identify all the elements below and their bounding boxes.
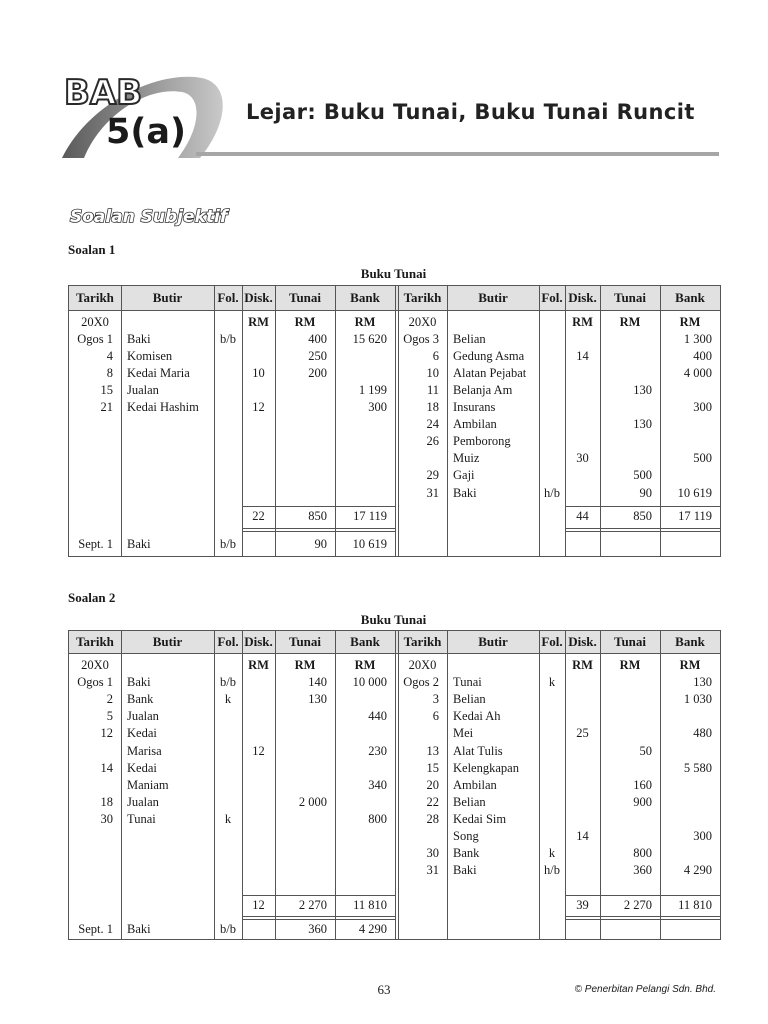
entry-butir: Ambilan bbox=[453, 417, 497, 432]
question-label-1: Soalan 1 bbox=[68, 242, 116, 257]
entry-butir: Jualan bbox=[127, 794, 159, 809]
column-header-bank-debit: Bank bbox=[350, 290, 380, 305]
entry-bank: 500 bbox=[693, 451, 712, 466]
total-line-double bbox=[565, 919, 720, 920]
entry-tunai: 160 bbox=[633, 777, 652, 792]
column-divider bbox=[539, 286, 540, 556]
total-bank: 17 119 bbox=[678, 509, 712, 523]
entry-tarikh: 12 bbox=[100, 726, 113, 741]
entry-tarikh: 29 bbox=[426, 468, 439, 483]
entry-butir: Belian bbox=[453, 794, 486, 809]
entry-butir: Bank bbox=[127, 692, 154, 707]
entry-tunai: 130 bbox=[633, 417, 652, 432]
year-label: 20X0 bbox=[81, 315, 109, 329]
balance-bd-fol: b/b bbox=[220, 922, 236, 936]
entry-tarikh: Ogos 1 bbox=[77, 332, 113, 347]
entry-bank: 10 619 bbox=[677, 485, 712, 500]
entry-bank: 440 bbox=[368, 709, 387, 724]
balance-bd-bank: 10 619 bbox=[352, 537, 387, 551]
entry-tunai: 2 000 bbox=[298, 794, 327, 809]
entry-tarikh: 15 bbox=[426, 760, 439, 775]
entry-butir: Muiz bbox=[453, 451, 480, 466]
chapter-badge-graphic bbox=[60, 66, 230, 162]
total-line-bottom bbox=[242, 528, 395, 529]
column-divider bbox=[447, 286, 448, 556]
entry-butir: Tunai bbox=[127, 811, 156, 826]
entry-tunai: 130 bbox=[633, 383, 652, 398]
entry-tarikh: Ogos 1 bbox=[77, 675, 113, 690]
page-number: 63 bbox=[377, 982, 391, 997]
column-divider bbox=[121, 286, 122, 556]
column-header-fol-credit: Fol. bbox=[541, 634, 563, 649]
entry-tunai: 800 bbox=[633, 846, 652, 861]
column-header-tarikh-debit: Tarikh bbox=[76, 634, 114, 649]
entry-bank: 130 bbox=[693, 675, 712, 690]
entry-butir: Kedai bbox=[127, 726, 157, 741]
total-line-bottom bbox=[565, 916, 720, 917]
chapter-word: BAB bbox=[64, 73, 143, 113]
entry-bank: 400 bbox=[693, 349, 712, 364]
chapter-badge bbox=[60, 66, 230, 162]
entry-butir: Baki bbox=[127, 675, 151, 690]
entry-bank: 300 bbox=[693, 829, 712, 843]
column-header-tarikh-debit: Tarikh bbox=[76, 290, 114, 305]
column-header-tunai-debit: Tunai bbox=[288, 290, 322, 305]
total-tunai: 2 270 bbox=[623, 898, 652, 912]
currency-label-tunai: RM bbox=[294, 658, 316, 672]
entry-tarikh: 15 bbox=[100, 383, 113, 398]
entry-tarikh: 11 bbox=[426, 383, 439, 398]
entry-tarikh: Ogos 2 bbox=[403, 675, 439, 690]
entry-butir: Mei bbox=[453, 726, 474, 741]
column-header-tarikh-credit: Tarikh bbox=[403, 634, 442, 649]
entry-fol: k bbox=[224, 811, 232, 826]
entry-butir: Baki bbox=[453, 863, 477, 878]
entry-butir: Bank bbox=[453, 846, 480, 861]
balance-bd-tarikh: Sept. 1 bbox=[78, 922, 113, 936]
entry-disk: 12 bbox=[252, 743, 265, 758]
entry-tunai: 900 bbox=[633, 794, 652, 809]
column-header-tunai-credit: Tunai bbox=[613, 634, 647, 649]
entry-butir: Kedai Maria bbox=[127, 366, 190, 381]
entry-butir: Gaji bbox=[453, 468, 475, 483]
total-bank: 11 810 bbox=[678, 898, 712, 912]
entry-bank: 4 290 bbox=[683, 863, 712, 878]
entry-butir: Kelengkapan bbox=[453, 760, 519, 775]
total-disk: 12 bbox=[252, 898, 265, 912]
balance-bd-butir: Baki bbox=[127, 922, 151, 936]
chapter-title: Lejar: Buku Tunai, Buku Tunai Runcit bbox=[246, 100, 695, 124]
entry-tarikh: 14 bbox=[100, 760, 113, 775]
chapter-number: 5(a) bbox=[106, 112, 186, 152]
total-line-double bbox=[242, 531, 395, 532]
entry-butir: Alat Tulis bbox=[453, 743, 503, 758]
question-label-2: Soalan 2 bbox=[68, 590, 116, 605]
entry-tarikh: Ogos 3 bbox=[403, 332, 439, 347]
entry-tarikh: 30 bbox=[100, 811, 113, 826]
entry-butir: Kedai Hashim bbox=[127, 400, 199, 415]
entry-butir: Song bbox=[453, 829, 479, 843]
entry-butir: Baki bbox=[127, 332, 151, 347]
total-line-top bbox=[565, 895, 720, 896]
total-bank: 17 119 bbox=[353, 509, 387, 523]
section-heading bbox=[68, 198, 238, 232]
currency-label-bank: RM bbox=[354, 315, 376, 329]
entry-tunai: 90 bbox=[639, 485, 652, 500]
column-header-fol-credit: Fol. bbox=[541, 290, 563, 305]
entry-butir: Jualan bbox=[127, 709, 159, 724]
entry-fol: h/b bbox=[544, 863, 560, 878]
entry-butir: Alatan Pejabat bbox=[453, 366, 527, 381]
entry-bank: 10 000 bbox=[352, 675, 387, 690]
entry-butir: Kedai bbox=[127, 760, 157, 775]
total-line-double bbox=[242, 919, 395, 920]
entry-tarikh: 4 bbox=[106, 349, 113, 364]
entry-bank: 4 000 bbox=[683, 366, 712, 381]
entry-butir: Tunai bbox=[453, 675, 482, 690]
balance-bd-fol: b/b bbox=[220, 537, 236, 551]
total-line-bottom bbox=[242, 916, 395, 917]
entry-tarikh: 8 bbox=[106, 366, 113, 381]
entry-tarikh: 22 bbox=[426, 794, 439, 809]
entry-butir: Belian bbox=[453, 332, 486, 347]
column-divider bbox=[214, 286, 215, 556]
entry-bank: 1 199 bbox=[358, 383, 387, 398]
total-bank: 11 810 bbox=[353, 898, 387, 912]
entry-fol: k bbox=[224, 692, 232, 707]
column-header-bank-credit: Bank bbox=[675, 634, 705, 649]
year-label: 20X0 bbox=[408, 658, 437, 672]
entry-butir: Gedung Asma bbox=[453, 349, 525, 364]
column-header-butir-credit: Butir bbox=[478, 290, 508, 305]
entry-butir: Jualan bbox=[127, 383, 159, 398]
balance-bd-bank: 4 290 bbox=[358, 922, 387, 936]
entry-bank: 340 bbox=[368, 777, 387, 792]
entry-tunai: 130 bbox=[308, 692, 327, 707]
entry-tunai: 400 bbox=[308, 332, 327, 347]
entry-butir: Maniam bbox=[127, 777, 169, 792]
entry-tarikh: 6 bbox=[432, 349, 439, 364]
column-divider bbox=[565, 631, 566, 939]
total-disk: 22 bbox=[252, 509, 265, 523]
entry-tarikh: 18 bbox=[100, 794, 113, 809]
balance-bd-butir: Baki bbox=[127, 537, 151, 551]
table-title-1: Buku Tunai bbox=[360, 266, 427, 281]
entry-tarikh: 18 bbox=[426, 400, 439, 415]
entry-bank: 1 030 bbox=[683, 692, 712, 707]
entry-butir: Kedai Ah bbox=[453, 709, 501, 724]
table-title-2: Buku Tunai bbox=[360, 612, 427, 627]
entry-bank: 1 300 bbox=[683, 332, 712, 347]
entry-disk: 14 bbox=[576, 829, 589, 843]
total-line-bottom bbox=[565, 528, 720, 529]
currency-label-bank: RM bbox=[354, 658, 376, 672]
balance-bd-tunai: 360 bbox=[308, 922, 327, 936]
column-header-butir-credit: Butir bbox=[478, 634, 508, 649]
entry-bank: 15 620 bbox=[352, 332, 387, 347]
entry-tarikh: 13 bbox=[426, 743, 439, 758]
entry-tarikh: 20 bbox=[426, 777, 439, 792]
entry-bank: 5 580 bbox=[683, 760, 712, 775]
entry-disk: 14 bbox=[576, 349, 589, 364]
entry-butir: Belian bbox=[453, 692, 486, 707]
entry-fol: b/b bbox=[220, 675, 236, 690]
entry-butir: Komisen bbox=[127, 349, 173, 364]
entry-tarikh: 26 bbox=[426, 434, 439, 449]
column-header-fol-debit: Fol. bbox=[217, 290, 239, 305]
publisher-credit: © Penerbitan Pelangi Sdn. Bhd. bbox=[574, 984, 716, 995]
year-label: 20X0 bbox=[81, 658, 109, 672]
year-label: 20X0 bbox=[408, 315, 437, 329]
header-rule bbox=[196, 152, 719, 156]
total-tunai: 850 bbox=[308, 509, 327, 523]
balance-bd-tarikh: Sept. 1 bbox=[78, 537, 113, 551]
cash-book-table-2 bbox=[68, 630, 721, 940]
entry-tunai: 140 bbox=[308, 675, 327, 690]
entry-tunai: 250 bbox=[308, 349, 327, 364]
entry-bank: 480 bbox=[693, 726, 712, 741]
cash-book-table-1 bbox=[68, 285, 721, 557]
entry-bank: 300 bbox=[693, 400, 712, 415]
entry-tunai: 200 bbox=[308, 366, 327, 381]
entry-fol: h/b bbox=[544, 485, 560, 500]
entry-butir: Baki bbox=[453, 485, 477, 500]
currency-label-disk: RM bbox=[248, 315, 269, 329]
entry-tarikh: 31 bbox=[426, 863, 439, 878]
total-tunai: 850 bbox=[633, 509, 652, 523]
currency-label-tunai: RM bbox=[294, 315, 316, 329]
currency-label-bank: RM bbox=[679, 658, 701, 672]
column-header-disk-debit: Disk. bbox=[244, 290, 273, 305]
entry-butir: Pemborong bbox=[453, 434, 511, 449]
entry-butir: Ambilan bbox=[453, 777, 497, 792]
column-divider bbox=[242, 631, 243, 939]
column-header-disk-credit: Disk. bbox=[568, 634, 597, 649]
column-header-tunai-credit: Tunai bbox=[613, 290, 647, 305]
total-tunai: 2 270 bbox=[298, 898, 327, 912]
entry-fol: k bbox=[548, 675, 556, 690]
entry-tarikh: 6 bbox=[432, 709, 439, 724]
section-heading-graphic bbox=[68, 198, 238, 232]
column-header-disk-debit: Disk. bbox=[244, 634, 273, 649]
column-header-fol-debit: Fol. bbox=[217, 634, 239, 649]
currency-label-tunai: RM bbox=[619, 315, 641, 329]
column-divider bbox=[447, 631, 448, 939]
entry-fol: b/b bbox=[220, 332, 236, 347]
entry-disk: 30 bbox=[576, 451, 589, 466]
currency-label-tunai: RM bbox=[619, 658, 641, 672]
entry-tunai: 500 bbox=[633, 468, 652, 483]
entry-tunai: 360 bbox=[633, 863, 652, 878]
entry-tarikh: 28 bbox=[426, 811, 439, 826]
column-header-disk-credit: Disk. bbox=[568, 290, 597, 305]
currency-label-disk: RM bbox=[248, 658, 269, 672]
entry-bank: 300 bbox=[368, 400, 387, 415]
column-header-butir-debit: Butir bbox=[152, 290, 183, 305]
entry-disk: 25 bbox=[576, 726, 589, 741]
entry-bank: 800 bbox=[368, 811, 387, 826]
entry-butir: Insurans bbox=[453, 400, 496, 415]
entry-disk: 12 bbox=[252, 400, 265, 415]
column-header-bank-credit: Bank bbox=[675, 290, 705, 305]
column-divider bbox=[121, 631, 122, 939]
entry-tarikh: 3 bbox=[432, 692, 439, 707]
entry-tarikh: 24 bbox=[426, 417, 439, 432]
currency-label-bank: RM bbox=[679, 315, 701, 329]
total-line-top bbox=[242, 506, 395, 507]
currency-label-disk: RM bbox=[572, 315, 593, 329]
entry-tarikh: 2 bbox=[106, 692, 113, 707]
entry-butir: Kedai Sim bbox=[453, 811, 507, 826]
entry-tarikh: 21 bbox=[100, 400, 113, 415]
entry-disk: 10 bbox=[252, 366, 265, 381]
currency-label-disk: RM bbox=[572, 658, 593, 672]
entry-tarikh: 10 bbox=[426, 366, 439, 381]
entry-tarikh: 5 bbox=[106, 709, 113, 724]
entry-fol: k bbox=[548, 846, 556, 861]
column-header-tarikh-credit: Tarikh bbox=[403, 290, 442, 305]
entry-butir: Belanja Am bbox=[453, 383, 513, 398]
section-heading-text: Soalan Subjektif bbox=[70, 207, 228, 227]
column-header-bank-debit: Bank bbox=[350, 634, 380, 649]
total-disk: 44 bbox=[576, 509, 589, 523]
balance-bd-tunai: 90 bbox=[314, 537, 327, 551]
entry-butir: Marisa bbox=[127, 743, 162, 758]
total-disk: 39 bbox=[576, 898, 589, 912]
column-header-tunai-debit: Tunai bbox=[288, 634, 322, 649]
entry-tarikh: 31 bbox=[426, 485, 439, 500]
total-line-top bbox=[242, 895, 395, 896]
entry-tunai: 50 bbox=[639, 743, 652, 758]
entry-bank: 230 bbox=[368, 743, 387, 758]
total-line-double bbox=[565, 531, 720, 532]
total-line-top bbox=[565, 506, 720, 507]
entry-tarikh: 30 bbox=[426, 846, 439, 861]
column-header-butir-debit: Butir bbox=[152, 634, 183, 649]
